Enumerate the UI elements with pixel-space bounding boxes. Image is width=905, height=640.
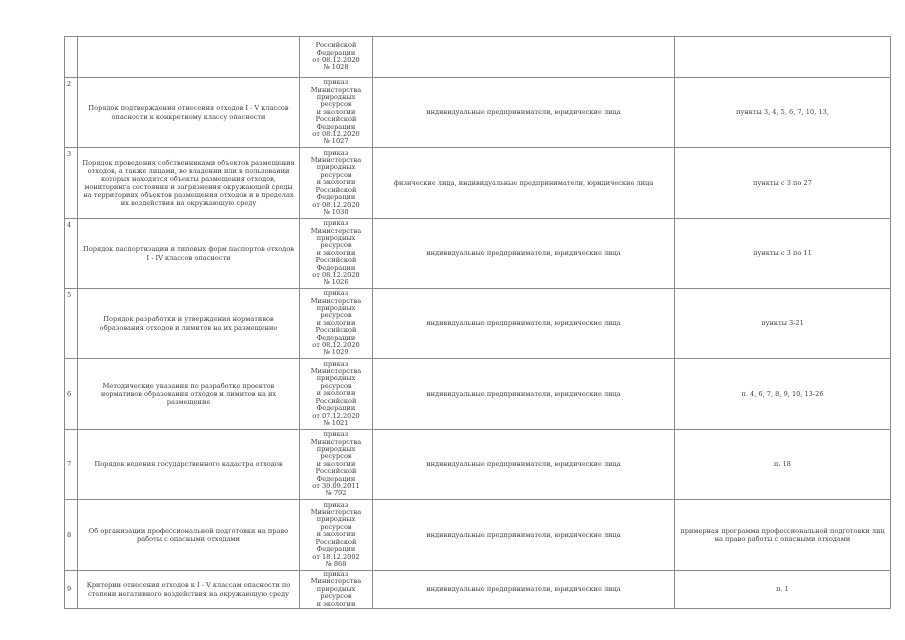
row-number: 2: [65, 78, 78, 148]
legal-act: приказ Министерства природных ресурсов и экологии Российской Федерации от 08.12.2020 № 1027: [300, 78, 373, 148]
row-number: 8: [65, 500, 78, 571]
table-row: [65, 500, 891, 571]
row-number: 3: [65, 148, 78, 219]
row-number: 9: [65, 571, 78, 609]
document-title: [78, 37, 300, 78]
legal-act: Российской Федерации от 08.12.2020 № 1028: [300, 37, 373, 78]
table-row: [65, 78, 891, 148]
row-number: 5: [65, 289, 78, 359]
document-title: Порядок подтверждения отнесения отходов I - V классов опасности к конкретному классу опасности: [78, 78, 300, 148]
clauses-cell: п. 18: [675, 430, 891, 500]
legal-act: приказ Министерства природных ресурсов и экологии Российской Федерации от 30.09.2011 № 792: [300, 430, 373, 500]
legal-act: приказ Министерства природных ресурсов и экологии Российской Федерации от 08.12.2020 № 1029: [300, 289, 373, 359]
table-row: [65, 148, 891, 219]
clauses-cell: примерная программа профессиональной подготовки лиц на право работы с опасными отходами: [675, 500, 891, 571]
table-row: [65, 37, 891, 78]
table-row: [65, 219, 891, 289]
clauses-cell: [675, 37, 891, 78]
subjects-cell: индивидуальные предприниматели, юридические лица: [373, 430, 675, 500]
clauses-cell: пункты с 3 по 11: [675, 219, 891, 289]
clauses-cell: п. 1: [675, 571, 891, 609]
row-number: [65, 37, 78, 78]
table-row: [65, 289, 891, 359]
row-number: 4: [65, 219, 78, 289]
subjects-cell: физические лица, индивидуальные предприниматели, юридические лица: [373, 148, 675, 219]
table-row: [65, 571, 891, 609]
table-row: [65, 359, 891, 430]
subjects-cell: индивидуальные предприниматели, юридические лица: [373, 78, 675, 148]
subjects-cell: индивидуальные предприниматели, юридические лица: [373, 219, 675, 289]
legal-act: приказ Министерства природных ресурсов и экологии Российской Федерации от 07.12.2020 № 1021: [300, 359, 373, 430]
clauses-cell: пункты 3, 4, 5, 6, 7, 10, 13,: [675, 78, 891, 148]
regulations-table: [64, 36, 891, 609]
legal-act: приказ Министерства природных ресурсов и экологии: [300, 571, 373, 609]
legal-act: приказ Министерства природных ресурсов и экологии Российской Федерации от 08.12.2020 № 1026: [300, 219, 373, 289]
subjects-cell: индивидуальные предприниматели, юридические лица: [373, 571, 675, 609]
document-title: Методические указания по разработке проектов нормативов образования отходов и лимитов на их размещение: [78, 359, 300, 430]
row-number: 6: [65, 359, 78, 430]
subjects-cell: индивидуальные предприниматели, юридические лица: [373, 289, 675, 359]
legal-act: приказ Министерства природных ресурсов и экологии Российской Федерации от 18.12.2002 № 868: [300, 500, 373, 571]
subjects-cell: индивидуальные предприниматели, юридические лица: [373, 359, 675, 430]
row-number: 7: [65, 430, 78, 500]
document-title: Порядок проведения собственниками объектов размещения отходов, а также лицами, во владении или в пользовании которых находятся объекты размещения отходов, мониторинга состояния и загрязнения окружающей среды на территориях объектов размещения отходов и в пределах их воздействия на окружающую среду: [78, 148, 300, 219]
document-title: Порядок разработки и утверждения нормативов образования отходов и лимитов на их размещение: [78, 289, 300, 359]
subjects-cell: [373, 37, 675, 78]
legal-act: приказ Министерства природных ресурсов и экологии Российской Федерации от 08.12.2020 № 1030: [300, 148, 373, 219]
subjects-cell: индивидуальные предприниматели, юридические лица: [373, 500, 675, 571]
table-row: [65, 430, 891, 500]
document-title: Порядок паспортизации и типовых форм паспортов отходов I - IV классов опасности: [78, 219, 300, 289]
clauses-cell: пункты с 3 по 27: [675, 148, 891, 219]
document-title: Об организации профессиональной подготовки на право работы с опасными отходами: [78, 500, 300, 571]
clauses-cell: п. 4, 6, 7, 8, 9, 10, 13-26: [675, 359, 891, 430]
document-title: Критерии отнесения отходов к I - V классам опасности по степени негативного воздействия на окружающую среду: [78, 571, 300, 609]
clauses-cell: пункты 3-21: [675, 289, 891, 359]
document-title: Порядок ведения государственного кадастра отходов: [78, 430, 300, 500]
